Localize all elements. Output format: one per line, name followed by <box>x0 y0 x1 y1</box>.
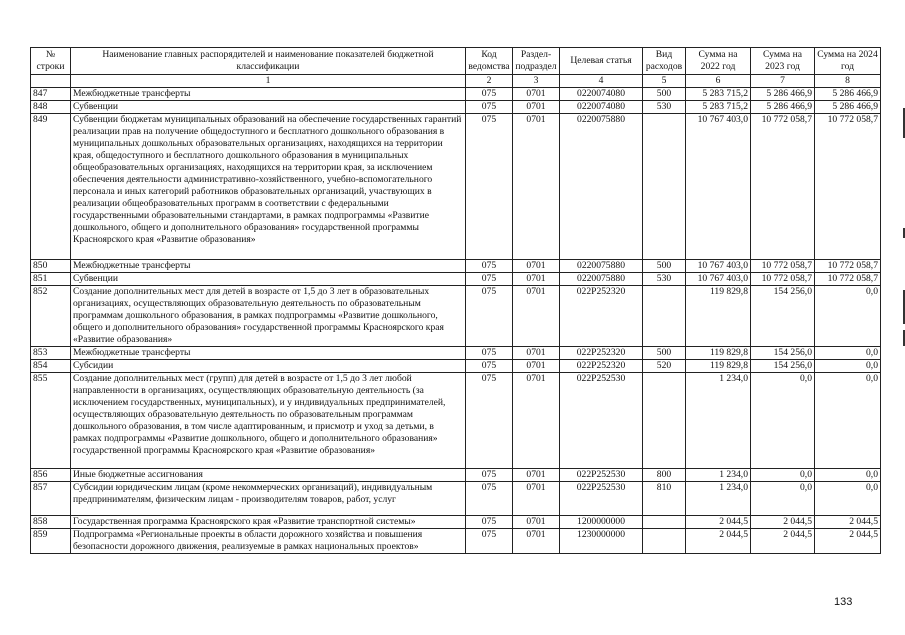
row-name: Субсидии юридическим лицам (кроме некоммерческих организаций), индивидуальным предпринимателям, физическим лицам - производителям товаров, работ, услуг <box>71 482 466 516</box>
row-name: Субсидии <box>71 360 466 373</box>
row-name: Создание дополнительных мест (групп) для детей в возрасте от 1,5 до 3 лет любой направленности в организациях, осуществляющих образовательную деятельность (за исключением государственных, муниципальных), и у индивидуальных предпринимателей, осуществляющих образовательную деятельность по образовательным программам дошкольного образования, в том числе адаптированным, и присмотр и уход за детьми, в рамках подпрограммы «Развитие дошкольного, общего и дополнительного образования» государственной программы Красноярского края «Развитие образования» <box>71 373 466 469</box>
row-target-item: 022P252530 <box>560 482 643 516</box>
table-body <box>31 88 881 554</box>
row-department-code: 075 <box>466 114 513 260</box>
row-target-item: 022P252320 <box>560 286 643 347</box>
budget-table <box>30 47 881 554</box>
row-sum-2022: 10 767 403,0 <box>686 273 751 286</box>
row-sum-2024: 0,0 <box>815 482 881 516</box>
row-section: 0701 <box>513 516 560 529</box>
row-name: Субвенции бюджетам муниципальных образований на обеспечение государственных гарантий реализации прав на получение общедоступного и бесплатного дошкольного образования в муниципальных дошкольных образовательных организациях, находящихся на территории края, общедоступного и бесплатного дошкольного образования в муниципальных общеобразовательных организациях, находящихся на территории края, за исключением обеспечения деятельности административно-хозяйственного, учебно-вспомогательного персонала и иных категорий работников образовательных организаций, участвующих в реализации общеобразовательных программ в соответствии с федеральными государственными образовательными стандартами, в рамках подпрограммы «Развитие дошкольного, общего и дополнительного образования» государственной программы Красноярского края «Развитие образования» <box>71 114 466 260</box>
column-number: 3 <box>513 75 560 88</box>
column-number <box>31 75 71 88</box>
row-number: 854 <box>31 360 71 373</box>
row-name: Подпрограмма «Региональные проекты в области дорожного хозяйства и повышения безопасности дорожного движения, реализуемые в рамках национальных проектов» <box>71 529 466 554</box>
row-sum-2023: 2 044,5 <box>751 529 815 554</box>
row-number: 852 <box>31 286 71 347</box>
header-department-code: Код ведомства <box>466 48 513 75</box>
row-sum-2022: 1 234,0 <box>686 373 751 469</box>
row-target-item: 0220074080 <box>560 101 643 114</box>
row-sum-2024: 0,0 <box>815 469 881 482</box>
row-name: Межбюджетные трансферты <box>71 88 466 101</box>
row-expense-type: 500 <box>643 260 686 273</box>
row-department-code: 075 <box>466 529 513 554</box>
table-row <box>31 286 881 347</box>
row-name: Межбюджетные трансферты <box>71 260 466 273</box>
row-department-code: 075 <box>466 360 513 373</box>
row-sum-2022: 5 283 715,2 <box>686 101 751 114</box>
row-sum-2022: 119 829,8 <box>686 286 751 347</box>
page-number: 133 <box>834 596 853 608</box>
row-target-item: 1230000000 <box>560 529 643 554</box>
row-sum-2023: 10 772 058,7 <box>751 273 815 286</box>
row-section: 0701 <box>513 529 560 554</box>
row-sum-2024: 5 286 466,9 <box>815 101 881 114</box>
row-expense-type <box>643 286 686 347</box>
row-expense-type: 500 <box>643 347 686 360</box>
row-sum-2024: 0,0 <box>815 347 881 360</box>
row-section: 0701 <box>513 101 560 114</box>
row-expense-type: 810 <box>643 482 686 516</box>
header-row <box>31 48 881 75</box>
row-department-code: 075 <box>466 373 513 469</box>
row-sum-2024: 2 044,5 <box>815 516 881 529</box>
table-row <box>31 360 881 373</box>
row-expense-type <box>643 373 686 469</box>
row-department-code: 075 <box>466 88 513 101</box>
row-department-code: 075 <box>466 286 513 347</box>
row-number: 851 <box>31 273 71 286</box>
row-sum-2022: 119 829,8 <box>686 347 751 360</box>
row-target-item: 0220075880 <box>560 273 643 286</box>
row-target-item: 022P252320 <box>560 347 643 360</box>
row-expense-type: 800 <box>643 469 686 482</box>
row-department-code: 075 <box>466 273 513 286</box>
row-number: 855 <box>31 373 71 469</box>
row-sum-2023: 10 772 058,7 <box>751 114 815 260</box>
table-row <box>31 347 881 360</box>
row-sum-2022: 10 767 403,0 <box>686 114 751 260</box>
row-expense-type <box>643 529 686 554</box>
table-row <box>31 101 881 114</box>
row-sum-2022: 2 044,5 <box>686 529 751 554</box>
row-section: 0701 <box>513 260 560 273</box>
table-row <box>31 373 881 469</box>
row-sum-2023: 154 256,0 <box>751 360 815 373</box>
row-section: 0701 <box>513 88 560 101</box>
row-sum-2023: 2 044,5 <box>751 516 815 529</box>
column-number: 2 <box>466 75 513 88</box>
row-number: 850 <box>31 260 71 273</box>
row-name: Создание дополнительных мест для детей в возрасте от 1,5 до 3 лет в образовательных организациях, осуществляющих образовательную деятельность по образовательным программам дошкольного образования, в рамках подпрограммы «Развитие дошкольного, общего и дополнительного образования» государственной программы Красноярского края «Развитие образования» <box>71 286 466 347</box>
row-expense-type: 500 <box>643 88 686 101</box>
row-number: 859 <box>31 529 71 554</box>
header-sum-2023: Сумма на 2023 год <box>751 48 815 75</box>
row-section: 0701 <box>513 469 560 482</box>
row-sum-2023: 10 772 058,7 <box>751 260 815 273</box>
row-target-item: 1200000000 <box>560 516 643 529</box>
row-department-code: 075 <box>466 516 513 529</box>
row-sum-2023: 0,0 <box>751 469 815 482</box>
table-row <box>31 482 881 516</box>
row-department-code: 075 <box>466 469 513 482</box>
table-row <box>31 88 881 101</box>
row-target-item: 0220075880 <box>560 260 643 273</box>
row-number: 856 <box>31 469 71 482</box>
row-sum-2024: 10 772 058,7 <box>815 114 881 260</box>
row-department-code: 075 <box>466 482 513 516</box>
column-number: 8 <box>815 75 881 88</box>
header-target-item: Целевая статья <box>560 48 643 75</box>
table-row <box>31 114 881 260</box>
row-sum-2024: 10 772 058,7 <box>815 273 881 286</box>
row-target-item: 022P252320 <box>560 360 643 373</box>
table-row <box>31 529 881 554</box>
table-row <box>31 516 881 529</box>
row-sum-2022: 10 767 403,0 <box>686 260 751 273</box>
row-sum-2022: 2 044,5 <box>686 516 751 529</box>
row-sum-2023: 0,0 <box>751 373 815 469</box>
row-section: 0701 <box>513 347 560 360</box>
row-sum-2022: 1 234,0 <box>686 482 751 516</box>
row-sum-2024: 5 286 466,9 <box>815 88 881 101</box>
row-number: 847 <box>31 88 71 101</box>
row-sum-2022: 1 234,0 <box>686 469 751 482</box>
row-name: Государственная программа Красноярского края «Развитие транспортной системы» <box>71 516 466 529</box>
row-department-code: 075 <box>466 347 513 360</box>
row-expense-type <box>643 516 686 529</box>
row-sum-2022: 119 829,8 <box>686 360 751 373</box>
row-target-item: 0220075880 <box>560 114 643 260</box>
row-sum-2024: 0,0 <box>815 360 881 373</box>
row-section: 0701 <box>513 360 560 373</box>
header-sum-2022: Сумма на 2022 год <box>686 48 751 75</box>
column-number-row <box>31 75 881 88</box>
row-target-item: 0220074080 <box>560 88 643 101</box>
row-number: 848 <box>31 101 71 114</box>
row-sum-2023: 0,0 <box>751 482 815 516</box>
header-name: Наименование главных распорядителей и наименование показателей бюджетной классификации <box>71 48 466 75</box>
row-section: 0701 <box>513 482 560 516</box>
row-target-item: 022P252530 <box>560 373 643 469</box>
row-sum-2024: 2 044,5 <box>815 529 881 554</box>
row-section: 0701 <box>513 373 560 469</box>
row-number: 849 <box>31 114 71 260</box>
row-sum-2023: 5 286 466,9 <box>751 88 815 101</box>
row-sum-2024: 10 772 058,7 <box>815 260 881 273</box>
row-section: 0701 <box>513 114 560 260</box>
column-number: 4 <box>560 75 643 88</box>
row-number: 858 <box>31 516 71 529</box>
row-name: Субвенции <box>71 101 466 114</box>
header-section: Раздел-подраздел <box>513 48 560 75</box>
row-section: 0701 <box>513 273 560 286</box>
table-row <box>31 469 881 482</box>
table-row <box>31 260 881 273</box>
row-sum-2023: 5 286 466,9 <box>751 101 815 114</box>
row-expense-type <box>643 114 686 260</box>
column-number: 5 <box>643 75 686 88</box>
row-name: Иные бюджетные ассигнования <box>71 469 466 482</box>
column-number: 1 <box>71 75 466 88</box>
row-expense-type: 530 <box>643 101 686 114</box>
row-sum-2023: 154 256,0 <box>751 347 815 360</box>
row-expense-type: 530 <box>643 273 686 286</box>
column-number: 6 <box>686 75 751 88</box>
header-expense-type: Вид расходов <box>643 48 686 75</box>
column-number: 7 <box>751 75 815 88</box>
row-name: Межбюджетные трансферты <box>71 347 466 360</box>
row-section: 0701 <box>513 286 560 347</box>
row-expense-type: 520 <box>643 360 686 373</box>
row-sum-2023: 154 256,0 <box>751 286 815 347</box>
row-department-code: 075 <box>466 101 513 114</box>
row-target-item: 022P252530 <box>560 469 643 482</box>
row-name: Субвенции <box>71 273 466 286</box>
row-sum-2024: 0,0 <box>815 373 881 469</box>
row-sum-2022: 5 283 715,2 <box>686 88 751 101</box>
header-sum-2024: Сумма на 2024 год <box>815 48 881 75</box>
table-row <box>31 273 881 286</box>
row-sum-2024: 0,0 <box>815 286 881 347</box>
row-number: 857 <box>31 482 71 516</box>
header-row-number: № строки <box>31 48 71 75</box>
row-number: 853 <box>31 347 71 360</box>
row-department-code: 075 <box>466 260 513 273</box>
